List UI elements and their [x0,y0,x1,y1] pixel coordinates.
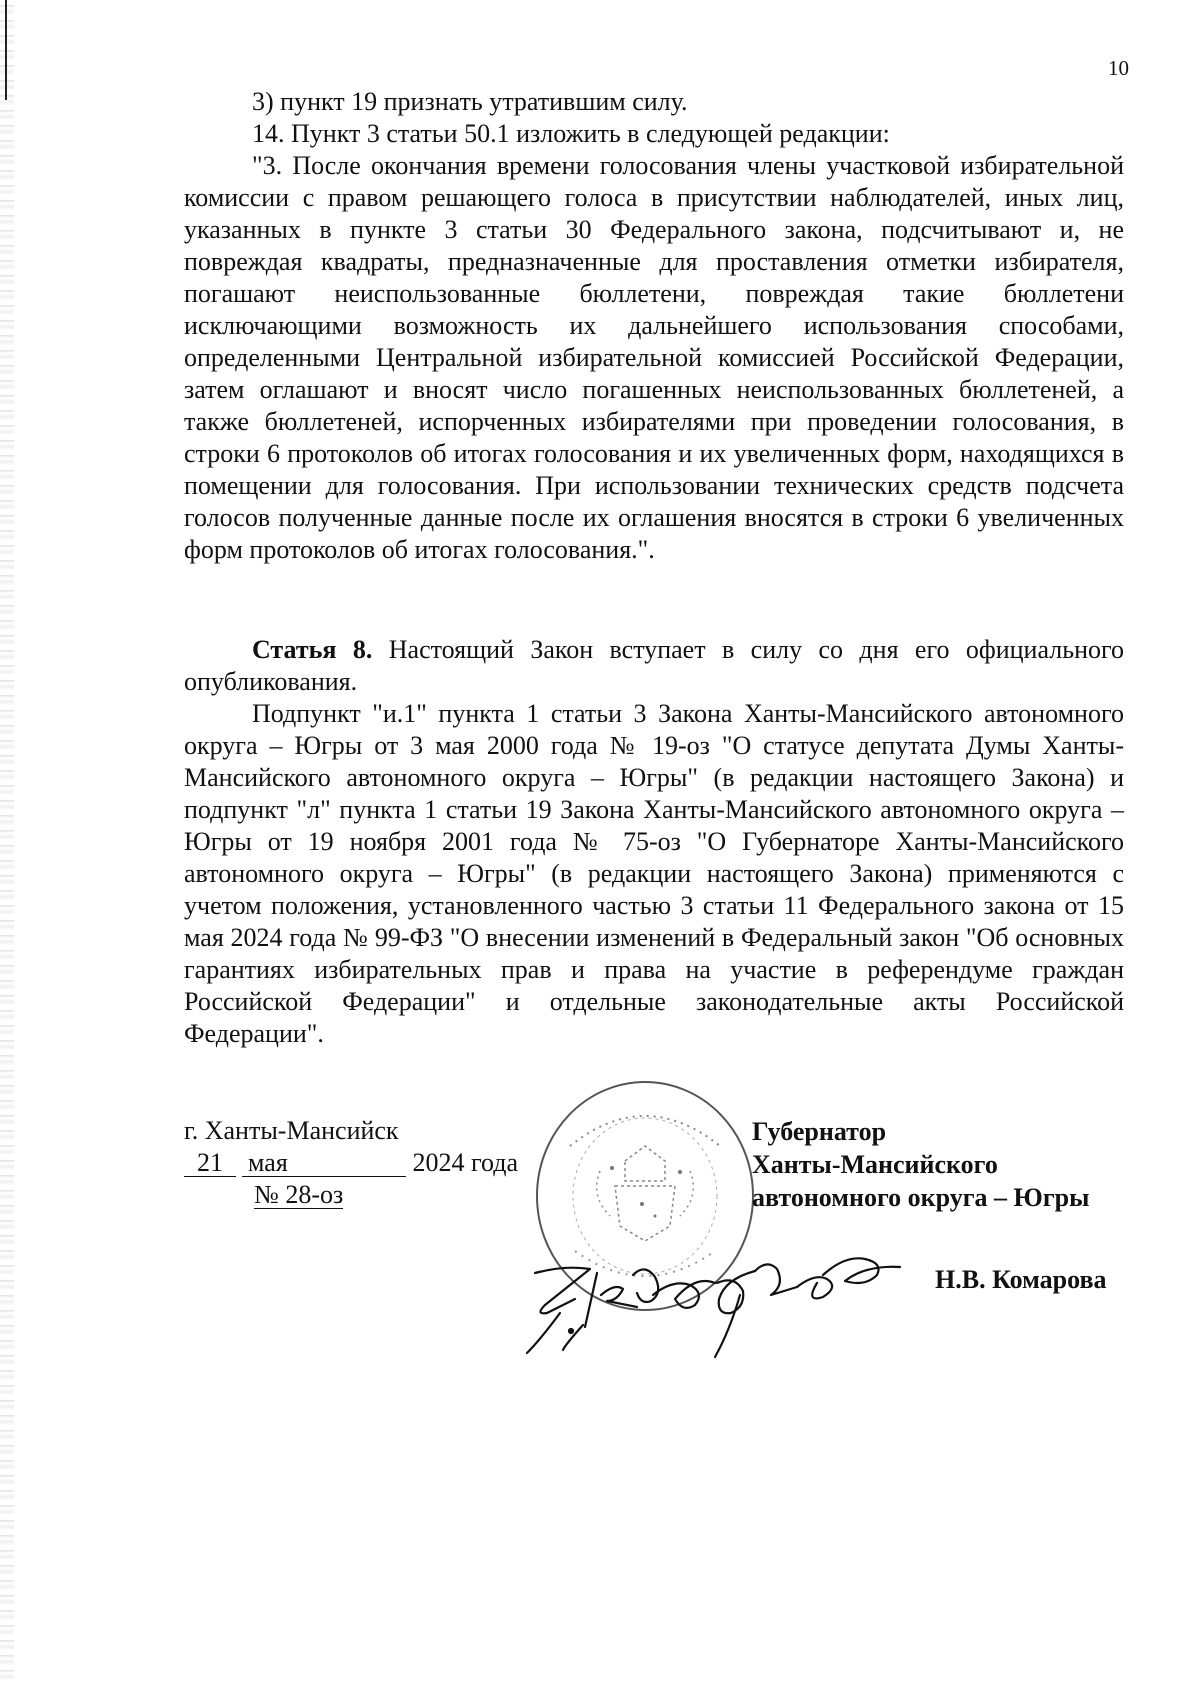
article-8-label: Статья 8. [252,635,373,664]
governor-title-line-2: Ханты-Мансийского [752,1150,998,1179]
law-number-field [254,1182,343,1209]
date-month: мая [242,1150,406,1177]
law-number-prefix: № [254,1180,279,1209]
amendment-text [184,86,1124,566]
article-8-paragraph [184,634,1124,698]
law-number-line [254,1179,343,1211]
city: г. Ханты-Мансийск [184,1116,399,1145]
scan-edge-artifact [0,0,14,1683]
article-8-block [184,634,1124,1050]
date-day: 21 [184,1150,236,1177]
page-number: 10 [1108,56,1129,80]
governor-title-block [752,1115,1089,1214]
governor-name: Н.В. Комарова [935,1265,1107,1294]
governor-title-line-3: автономного округа – Югры [752,1183,1090,1212]
paragraph-quoted-article: "3. После окончания времени голосования члены участковой избирательной комиссии с правом решающего голоса в присутствии наблюдателей, иных лиц, указанных в пункте 3 статьи 30 Федерального закона, подсчитывают и, не повреждая квадраты, предназначенные для проставления отметки избирателя, погашают неиспользованные бюллетени, повреждая такие бюллетени исключающими возможность их дальнейшего использования способами, определенными Центральной избирательной комиссией Российской Федерации, затем оглашают и вносят число погашенных неиспользованных бюллетеней, а также бюллетеней, испорченных избирателями при проведении голосования, в строки 6 протоколов об итогах голосования и их увеличенных форм, находящихся в помещении для голосования. При использовании технических средств подсчета голосов полученные данные после их оглашения вносятся в строки 6 увеличенных форм протоколов об итогах голосования.". [184,151,1124,564]
article-8-text: Настоящий Закон вступает в силу со дня его официального опубликования. [184,635,1125,696]
paragraph-item-3: 3) пункт 19 признать утратившим силу. [252,87,688,116]
date-year: 2024 года [412,1148,519,1177]
paragraph-item-14: 14. Пункт 3 статьи 50.1 изложить в следующей редакции: [252,119,890,148]
scan-edge-mark [5,0,7,100]
handwritten-signature [505,1235,915,1365]
law-number: 28-оз [285,1180,344,1209]
date-line [184,1147,518,1179]
governor-title-line-1: Губернатор [752,1117,887,1146]
paragraph-application-clause: Подпункт "и.1" пункта 1 статьи 3 Закона Ханты-Мансийского автономного округа – Югры от 3 мая 2000 года № 19-оз "О статусе депутата Думы Ханты-Мансийского автономного округа – Югры" (в редакции настоящего Закона) и подпункт "л" пункта 1 статьи 19 Закона Ханты-Мансийского автономного округа – Югры от 19 ноября 2001 года № 75-оз "О Губернаторе Ханты-Мансийского автономного округа – Югры" (в редакции настоящего Закона) применяются с учетом положения, установленного частью 3 статьи 11 Федерального закона от 15 мая 2024 года № 99-ФЗ "О внесении изменений в Федеральный закон "Об основных гарантиях избирательных прав и права на участие в референдуме граждан Российской Федерации" и отдельные законодательные акты Российской Федерации". [184,699,1124,1048]
